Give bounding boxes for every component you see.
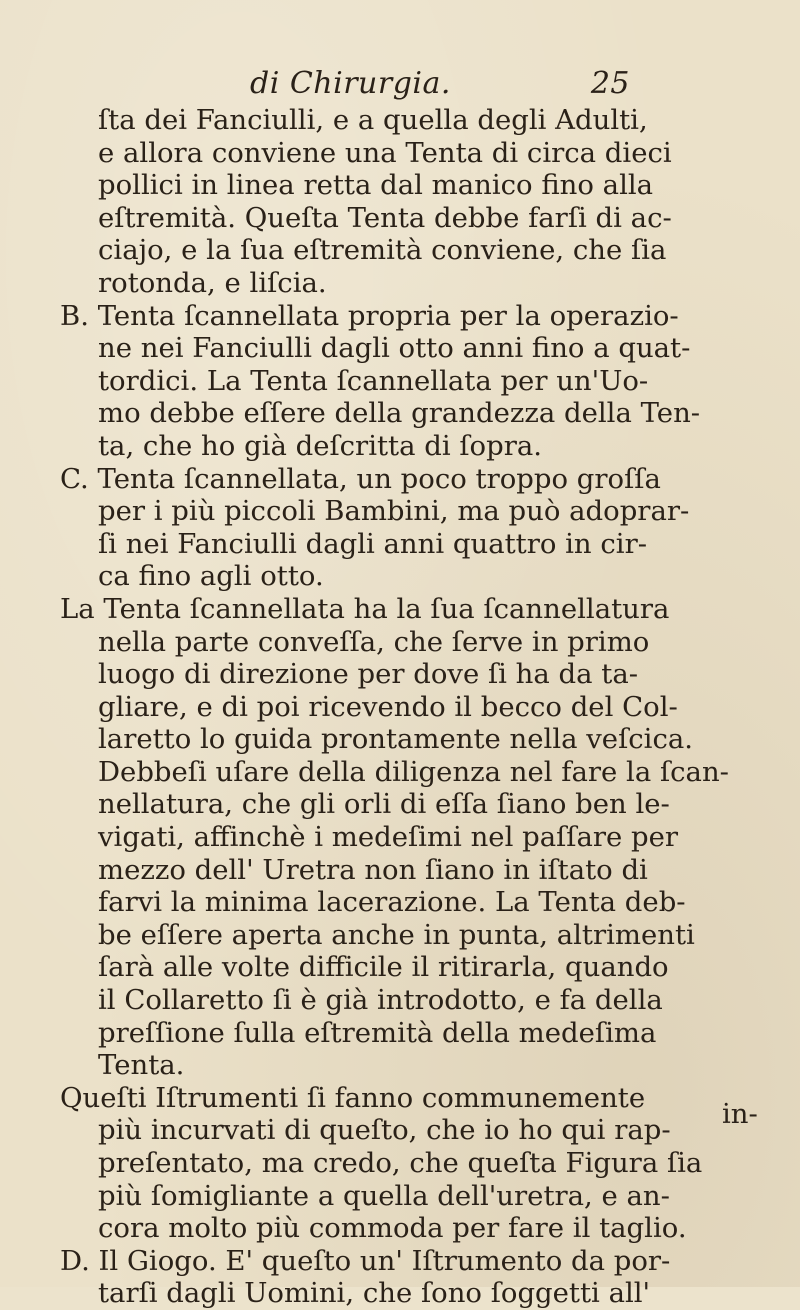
- text-line: più incurvati di queſto, che io ho qui rap-: [98, 1114, 671, 1147]
- text-line: mezzo dell' Uretra non ſiano in iſtato di: [98, 853, 648, 886]
- page-number: 25: [590, 66, 630, 101]
- text-line: vigati, affinchè i medeſimi nel paſſare per: [98, 821, 679, 854]
- text-line: ſta dei Fanciulli, e a quella degli Adulti,: [98, 104, 648, 136]
- text-line: preſſione ſulla eſtremità della medeſima: [98, 1016, 657, 1049]
- text-line: il Collaretto ſi è già introdotto, e fa della: [98, 984, 663, 1017]
- text-line: ta, che ho già deſcritta di ſopra.: [98, 429, 543, 462]
- text-line: Queſti Iſtrumenti ſi fanno communemente: [60, 1081, 646, 1114]
- running-header: [250, 66, 630, 101]
- text-line: ca fino agli otto.: [98, 560, 324, 593]
- text-line: D. Il Giogo. E' queſto un' Iſtrumento da por-: [60, 1244, 671, 1277]
- text-line: per i più piccoli Bambini, ma può adoprar-: [98, 495, 690, 528]
- text-line: cora molto più commoda per fare il taglio.: [98, 1212, 687, 1245]
- text-line: La Tenta ſcannellata ha la ſua ſcannellatura: [60, 592, 670, 625]
- text-line: Debbeſi uſare della diligenza nel fare la ſcan-: [98, 755, 729, 788]
- text-line: tordici. La Tenta ſcannellata per un'Uo-: [98, 364, 649, 397]
- text-line: laretto lo guida prontamente nella veſcica.: [98, 723, 693, 756]
- text-line: B. Tenta ſcannellata propria per la operazio-: [60, 299, 679, 332]
- body-text: [50, 104, 750, 1310]
- text-line: Tenta.: [98, 1049, 185, 1082]
- catchword: in-: [722, 1098, 758, 1130]
- text-line: be eſſere aperta anche in punta, altrimenti: [98, 918, 695, 951]
- text-line: farvi la minima lacerazione. La Tenta deb-: [98, 886, 686, 919]
- text-line: ne nei Fanciulli dagli otto anni fino a quat-: [98, 332, 691, 365]
- text-line: pollici in linea retta dal manico fino alla: [98, 169, 654, 202]
- text-line: e allora conviene una Tenta di circa dieci: [98, 136, 672, 169]
- text-line: tarſi dagli Uomini, che ſono ſoggetti all': [98, 1277, 651, 1310]
- text-line: nella parte conveſſa, che ſerve in primo: [98, 625, 650, 658]
- text-line: preſentato, ma credo, che queſta Figura ſia: [98, 1147, 703, 1179]
- text-line: mo debbe eſſere della grandezza della Ten-: [98, 397, 701, 430]
- text-line: ſi nei Fanciulli dagli anni quattro in cir-: [98, 527, 648, 560]
- text-line: ciajo, e la ſua eſtremità conviene, che ſia: [98, 234, 667, 267]
- text-line: ſarà alle volte difficile il ritirarla, quando: [98, 951, 669, 984]
- text-line: gliare, e di poi ricevendo il becco del Col-: [98, 690, 678, 723]
- text-line: eſtremità. Queſta Tenta debbe farſi di ac-: [98, 201, 672, 234]
- text-line: nellatura, che gli orli di eſſa ſiano ben le-: [98, 788, 670, 821]
- header-title: di Chirurgia.: [250, 66, 451, 101]
- text-line: luogo di direzione per dove ſi ha da ta-: [98, 658, 639, 691]
- text-line: rotonda, e liſcia.: [98, 266, 327, 299]
- text-line: C. Tenta ſcannellata, un poco troppo groſſa: [60, 462, 661, 495]
- text-line: più ſomigliante a quella dell'uretra, e an-: [98, 1179, 670, 1212]
